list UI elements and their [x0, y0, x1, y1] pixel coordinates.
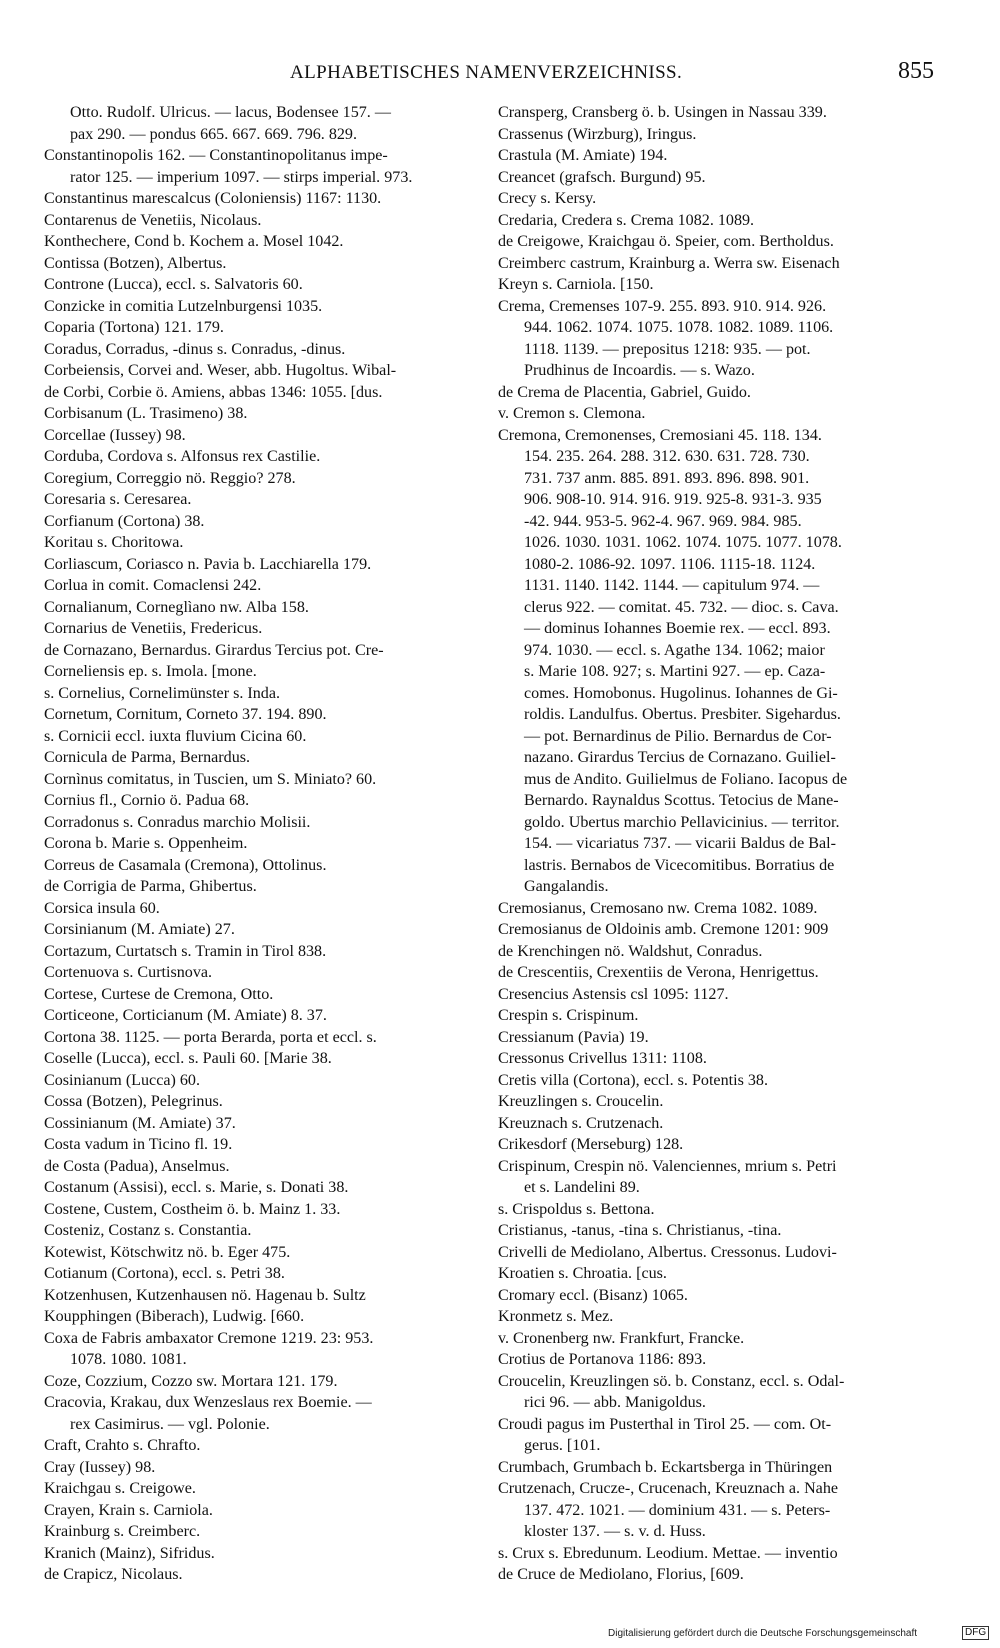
index-entry-line: Correus de Casamala (Cremona), Ottolinus.: [44, 856, 327, 874]
index-entry-line: 1118. 1139. — prepositus 1218: 935. — pot.: [524, 340, 811, 358]
dfg-logo: DFG: [962, 1626, 989, 1640]
index-entry-line: Kraichgau s. Creigowe.: [44, 1480, 196, 1497]
index-entry-line: Crotius de Portanova 1186: 893.: [498, 1351, 707, 1368]
index-entry-line: s. Cornicii eccl. iuxta fluvium Cicina 60.: [44, 727, 307, 745]
index-entry-line: Crutzenach, Crucze-, Crucenach, Kreuznach a. Nahe: [498, 1480, 839, 1497]
index-entry-line: Corradonus s. Conradus marchio Molisii.: [44, 813, 311, 831]
index-entry-line: Cornalianum, Corneglìano nw. Alba 158.: [44, 598, 309, 616]
digitization-credit: Digitalisierung gefördert durch die Deutsche Forschungsgemeinschaft: [608, 1628, 918, 1639]
index-entry-line: Coresaria s. Ceresarea.: [44, 491, 192, 508]
index-entry-line: mus de Andito. Guilielmus de Foliano. Iacopus de: [524, 770, 848, 788]
index-entry-line: Koritau s. Choritowa.: [44, 534, 184, 551]
index-entry-line: Crecy s. Kersy.: [498, 190, 597, 207]
index-entry-line: de Corbi, Corbie ö. Amiens, abbas 1346: 1055. [dus.: [44, 383, 383, 401]
index-entry-line: Costene, Custem, Costheim ö. b. Mainz 1. 33.: [44, 1200, 341, 1218]
index-entry-line: — pot. Bernardinus de Pilio. Bernardus de Cor-: [524, 727, 832, 745]
index-entry-line: Konthechere, Cond b. Kochem a. Mosel 1042.: [44, 233, 344, 250]
index-entry-line: gerus. [101.: [524, 1437, 601, 1454]
index-entry-line: Cressianum (Pavia) 19.: [498, 1028, 649, 1046]
index-entry-line: rex Casimirus. — vgl. Polonie.: [70, 1415, 270, 1433]
index-entry-line: comes. Homobonus. Hugolinus. Iohannes de Gi-: [524, 684, 838, 702]
index-entry-line: Contissa (Botzen), Albertus.: [44, 254, 227, 272]
index-entry-line: Coparia (Tortona) 121. 179.: [44, 319, 224, 336]
index-entry-line: goldo. Ubertus marchio Pellavicinius. — territor.: [524, 813, 840, 831]
index-entry-line: Controne (Lucca), eccl. s. Salvatoris 60.: [44, 276, 303, 293]
index-entry-line: Cosinianum (Lucca) 60.: [44, 1071, 200, 1089]
index-entry-line: et s. Landelini 89.: [524, 1179, 640, 1196]
index-entry-line: de Krenchingen nö. Waldshut, Conradus.: [498, 942, 763, 960]
index-entry-line: Cossinianum (M. Amiate) 37.: [44, 1114, 236, 1132]
index-entry-line: Creancet (grafsch. Burgund) 95.: [498, 168, 706, 186]
index-entry-line: Constantinus marescalcus (Coloniensis) 1167: 1130.: [44, 190, 382, 207]
index-entry-line: Corneliensis ep. s. Imola. [mone.: [44, 663, 257, 680]
index-entry-line: 154. 235. 264. 288. 312. 630. 631. 728. 730.: [524, 448, 810, 465]
index-entry-line: clerus 922. — comitat. 45. 732. — dioc. s. Cava.: [524, 598, 839, 616]
index-entry-line: Cressonus Crivellus 1311: 1108.: [498, 1050, 707, 1067]
index-entry-line: 154. — vicariatus 737. — vicarii Baldus de Bal-: [524, 835, 836, 852]
index-entry-line: 1078. 1080. 1081.: [70, 1351, 187, 1368]
index-entry-line: Crayen, Krain s. Carniola.: [44, 1501, 213, 1519]
index-entry-line: Cristianus, -tanus, -tina s. Christianus, -tina.: [498, 1222, 782, 1239]
index-entry-line: Coxa de Fabris ambaxator Cremone 1219. 23: 953.: [44, 1329, 374, 1347]
index-entry-line: Kreuznach s. Crutzenach.: [498, 1114, 664, 1132]
index-entry-line: de Corrigia de Parma, Ghibertus.: [44, 878, 257, 895]
index-entry-line: Gangalandis.: [524, 878, 609, 895]
index-entry-line: Kranich (Mainz), Sifridus.: [44, 1544, 215, 1562]
index-entry-line: s. Marie 108. 927; s. Martini 927. — ep. Caza-: [524, 663, 826, 680]
index-entry-line: lastris. Bernabos de Vicecomitibus. Borratius de: [524, 856, 835, 874]
index-entry-line: Croucelin, Kreuzlingen sö. b. Constanz, eccl. s. Odal-: [498, 1372, 845, 1390]
index-entry-line: Cotianum (Cortona), eccl. s. Petri 38.: [44, 1265, 285, 1282]
index-entry-line: Cortazum, Curtatsch s. Tramin in Tirol 838.: [44, 942, 327, 960]
index-entry-line: 944. 1062. 1074. 1075. 1078. 1082. 1089. 1106.: [524, 319, 834, 336]
index-entry-line: de Creigowe, Kraichgau ö. Speier, com. Bertholdus.: [498, 233, 834, 250]
index-entry-line: Cracovia, Krakau, dux Wenzeslaus rex Boemie. —: [44, 1394, 372, 1411]
index-entry-line: — dominus Iohannes Boemie rex. — eccl. 893.: [524, 620, 831, 637]
index-entry-line: Cossa (Botzen), Pelegrinus.: [44, 1093, 223, 1110]
index-entry-line: Cornìnus comitatus, in Tuscien, um S. Miniato? 60.: [44, 770, 377, 788]
page-header: [0, 56, 1000, 90]
index-entry-line: Crastula (M. Amiate) 194.: [498, 147, 668, 164]
index-entry-line: Cornicula de Parma, Bernardus.: [44, 749, 251, 766]
index-entry-line: Cretis villa (Cortona), eccl. s. Potentis 38.: [498, 1071, 768, 1089]
index-entry-line: v. Cremon s. Clemona.: [498, 405, 646, 422]
index-entry-line: Cornius fl., Cornio ö. Padua 68.: [44, 792, 250, 809]
index-column-right: [498, 102, 940, 1583]
index-entry-line: Creimberc castrum, Krainburg a. Werra sw. Eisenach: [498, 254, 840, 272]
index-entry-line: 137. 472. 1021. — dominium 431. — s. Peters-: [524, 1501, 831, 1519]
index-entry-line: 1026. 1030. 1031. 1062. 1074. 1075. 1077. 1078.: [524, 534, 842, 551]
index-entry-line: Kroatien s. Chroatia. [cus.: [498, 1265, 667, 1282]
index-entry-line: Crispinum, Crespin nö. Valenciennes, mrium s. Petri: [498, 1157, 837, 1175]
index-entry-line: Kreuzlingen s. Croucelin.: [498, 1093, 664, 1110]
index-entry-line: Prudhinus de Incoardis. — s. Wazo.: [524, 362, 755, 379]
index-entry-line: Costanum (Assisi), eccl. s. Marie, s. Donati 38.: [44, 1179, 349, 1196]
index-entry-line: rici 96. — abb. Manigoldus.: [524, 1394, 706, 1411]
index-entry-line: Kotewist, Kötschwitz nö. b. Eger 475.: [44, 1243, 291, 1261]
index-entry-line: Cortese, Curtese de Cremona, Otto.: [44, 985, 274, 1003]
index-entry-line: Cray (Iussey) 98.: [44, 1458, 156, 1476]
index-entry-line: Contarenus de Venetiis, Nicolaus.: [44, 211, 262, 229]
index-entry-line: roldis. Landulfus. Obertus. Presbiter. Sigehardus.: [524, 706, 841, 723]
index-entry-line: Croudi pagus im Pusterthal in Tirol 25. — com. Ot-: [498, 1415, 832, 1433]
index-entry-line: Cresencius Astensis csl 1095: 1127.: [498, 985, 729, 1003]
index-entry-line: Coze, Cozzium, Cozzo sw. Mortara 121. 179.: [44, 1372, 338, 1390]
index-entry-line: de Cornazano, Bernardus. Girardus Tercius pot. Cre-: [44, 641, 384, 659]
index-entry-line: Kronmetz s. Mez.: [498, 1308, 614, 1325]
index-column-left: [44, 102, 484, 1583]
index-entry-line: -42. 944. 953-5. 962-4. 967. 969. 984. 985.: [524, 512, 802, 530]
index-entry-line: Constantinopolis 162. — Constantinopolitanus impe-: [44, 147, 388, 164]
index-entry-line: 731. 737 anm. 885. 891. 893. 896. 898. 901.: [524, 469, 810, 487]
index-entry-line: s. Crux s. Ebredunum. Leodium. Mettae. — inventio: [498, 1544, 838, 1562]
index-entry-line: Crikesdorf (Merseburg) 128.: [498, 1136, 684, 1153]
running-title: ALPHABETISCHES NAMENVERZEICHNISS.: [290, 62, 683, 83]
index-entry-line: Coregium, Correggio nö. Reggio? 278.: [44, 469, 296, 487]
index-entry-line: Cremosianus, Cremosano nw. Crema 1082. 1089.: [498, 899, 818, 917]
index-entry-line: Corduba, Cordova s. Alfonsus rex Castilie.: [44, 448, 321, 465]
index-entry-line: 974. 1030. — eccl. s. Agathe 134. 1062; maior: [524, 641, 825, 659]
index-entry-line: Cremona, Cremonenses, Cremosiani 45. 118. 134.: [498, 426, 822, 444]
index-entry-line: Credaria, Credera s. Crema 1082. 1089.: [498, 211, 755, 229]
index-entry-line: Cromary eccl. (Bisanz) 1065.: [498, 1286, 688, 1304]
index-entry-line: nazano. Girardus Tercius de Cornazano. Guiliel-: [524, 749, 836, 766]
index-entry-line: Costeniz, Costanz s. Constantia.: [44, 1222, 252, 1239]
index-entry-line: Cornarius de Venetiis, Fredericus.: [44, 620, 263, 637]
index-entry-line: Koupphingen (Biberach), Ludwig. [660.: [44, 1308, 305, 1325]
index-entry-line: Crespin s. Crispinum.: [498, 1007, 639, 1024]
index-entry-line: Corsinianum (M. Amiate) 27.: [44, 921, 235, 938]
index-entry-line: Corsica insula 60.: [44, 899, 160, 917]
index-entry-line: de Cruce de Mediolano, Florius, [609.: [498, 1566, 744, 1583]
index-entry-line: Corliascum, Coriasco n. Pavia b. Lacchiarella 179.: [44, 555, 372, 573]
index-entry-line: de Crescentiis, Crexentiis de Verona, Henrigettus.: [498, 964, 819, 981]
index-entry-line: Cornetum, Cornitum, Corneto 37. 194. 890.: [44, 706, 327, 723]
index-entry-line: Coselle (Lucca), eccl. s. Pauli 60. [Marie 38.: [44, 1050, 332, 1067]
index-entry-line: pax 290. — pondus 665. 667. 669. 796. 829.: [70, 125, 357, 143]
index-entry-line: 906. 908-10. 914. 916. 919. 925-8. 931-3. 935: [524, 491, 822, 508]
index-entry-line: 1080-2. 1086-92. 1097. 1106. 1115-18. 1124.: [524, 555, 816, 573]
page-number: 855: [898, 58, 934, 84]
index-entry-line: 1131. 1140. 1142. 1144. — capitulum 974. —: [524, 577, 820, 594]
index-entry-line: Crema, Cremenses 107-9. 255. 893. 910. 914. 926.: [498, 297, 827, 315]
index-entry-line: Costa vadum in Ticino fl. 19.: [44, 1136, 233, 1153]
index-entry-line: Corona b. Marie s. Oppenheim.: [44, 835, 248, 852]
index-entry-line: de Crapicz, Nicolaus.: [44, 1566, 183, 1583]
index-entry-line: kloster 137. — s. v. d. Huss.: [524, 1523, 706, 1540]
index-entry-line: Craft, Crahto s. Chrafto.: [44, 1437, 201, 1454]
index-entry-line: rator 125. — imperium 1097. — stirps imperial. 973.: [70, 168, 413, 186]
index-entry-line: Corbeiensis, Corvei and. Weser, abb. Hugoltus. Wibal-: [44, 362, 397, 379]
index-entry-line: de Costa (Padua), Anselmus.: [44, 1157, 230, 1175]
index-entry-line: Cortenuova s. Curtisnova.: [44, 964, 213, 981]
index-entry-line: Corbisanum (L. Trasimeno) 38.: [44, 405, 248, 422]
index-entry-line: Crassenus (Wirzburg), Iringus.: [498, 125, 697, 143]
index-entry-line: Bernardo. Raynaldus Scottus. Tetocius de Mane-: [524, 792, 839, 809]
index-entry-line: Corcellae (Iussey) 98.: [44, 426, 186, 444]
index-entry-line: Kreyn s. Carniola. [150.: [498, 276, 654, 293]
index-entry-line: Crivelli de Mediolano, Albertus. Cressonus. Ludovi-: [498, 1243, 837, 1261]
index-entry-line: Cransperg, Cransberg ö. b. Usingen in Nassau 339.: [498, 104, 827, 121]
index-entry-line: Cortona 38. 1125. — porta Berarda, porta et eccl. s.: [44, 1028, 377, 1046]
index-entry-line: v. Cronenberg nw. Frankfurt, Francke.: [498, 1329, 745, 1347]
index-entry-line: Corticeone, Corticianum (M. Amiate) 8. 37.: [44, 1007, 327, 1024]
index-entry-line: Krainburg s. Creimberc.: [44, 1523, 201, 1540]
index-entry-line: s. Cornelius, Cornelimünster s. Inda.: [44, 684, 281, 702]
index-entry-line: Conzicke in comitia Lutzelnburgensi 1035.: [44, 297, 323, 315]
index-entry-line: Cremosianus de Oldoinis amb. Cremone 1201: 909: [498, 921, 829, 938]
index-entry-line: s. Crispoldus s. Bettona.: [498, 1200, 655, 1218]
index-entry-line: Otto. Rudolf. Ulricus. — lacus, Bodensee 157. —: [70, 104, 391, 121]
index-entry-line: Corlua in comit. Comaclensi 242.: [44, 577, 262, 594]
index-entry-line: Coradus, Corradus, -dinus s. Conradus, -dinus.: [44, 340, 346, 358]
index-entry-line: Corfianum (Cortona) 38.: [44, 512, 205, 530]
index-entry-line: de Crema de Placentia, Gabriel, Guido.: [498, 383, 751, 401]
index-entry-line: Kotzenhusen, Kutzenhausen nö. Hagenau b. Sultz: [44, 1286, 366, 1304]
index-entry-line: Crumbach, Grumbach b. Eckartsberga in Thüringen: [498, 1458, 833, 1476]
